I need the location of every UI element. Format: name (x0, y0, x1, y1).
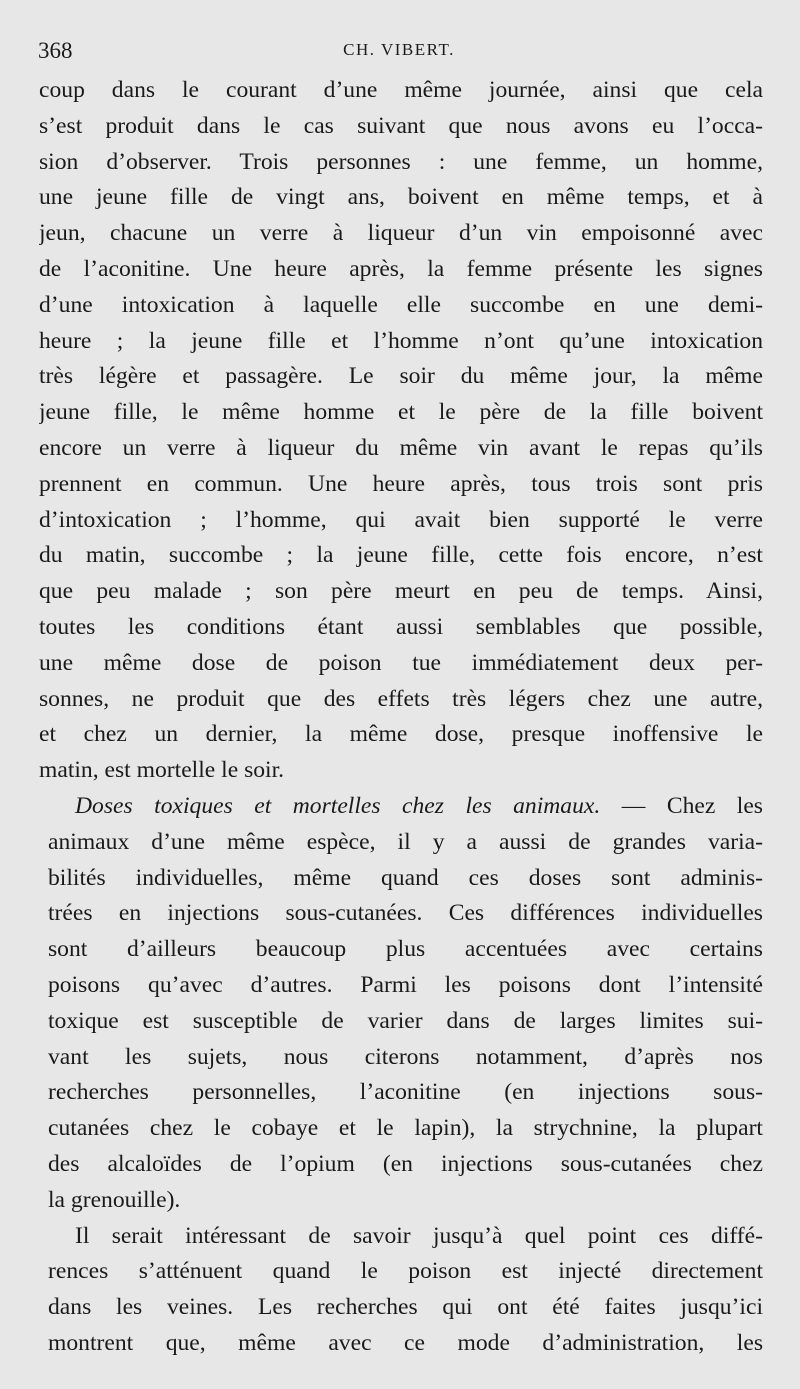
text-line: poisons qu’avec d’autres. Parmi les poisons dont l’intensité (48, 971, 763, 998)
text-line: une jeune fille de vingt ans, boivent en même temps, et à (39, 184, 763, 211)
text-line: coup dans le courant d’une même journée, ainsi que cela (39, 77, 763, 103)
text-line: encore un verre à liqueur du même vin avant le repas qu’ils (39, 434, 763, 461)
page-number: 368 (38, 38, 73, 63)
text-line: sion d’observer. Trois personnes : une femme, un homme, (39, 148, 763, 175)
paragraph-1 (39, 73, 763, 789)
page-header (38, 38, 760, 68)
text-line: d’intoxication ; l’homme, qui avait bien supporté le verre (39, 506, 763, 533)
text-line: matin, est mortelle le soir. (39, 757, 285, 784)
text-line: jeun, chacune un verre à liqueur d’un vin empoisonné avec (39, 220, 763, 247)
text-line: prennent en commun. Une heure après, tous trois sont pris (39, 470, 763, 497)
text-line: très légère et passagère. Le soir du même jour, la même (39, 363, 763, 390)
text-line: des alcaloïdes de l’opium (en injections sous-cutanées chez (48, 1150, 763, 1177)
text-line: Il serait intéressant de savoir jusqu’à quel point ces diffé- (75, 1222, 763, 1249)
text-line: trées en injections sous-cutanées. Ces différences individuelles (48, 900, 763, 927)
paragraph-2 (39, 789, 763, 1219)
text-line: et chez un dernier, la même dose, presque inoffensive le (39, 721, 763, 748)
paragraph-3 (39, 1219, 763, 1362)
text-line: montrent que, même avec ce mode d’administration, les (48, 1329, 763, 1356)
text-line: sonnes, ne produit que des effets très légers chez une autre, (39, 685, 763, 712)
text-line: la grenouille). (48, 1186, 181, 1213)
body-text (39, 73, 763, 1362)
text-span: — Chez les (600, 792, 763, 819)
text-line: rences s’atténuent quand le poison est injecté directement (48, 1258, 763, 1285)
text-line: recherches personnelles, l’aconitine (en injections sous- (48, 1079, 763, 1106)
text-line: toxique est susceptible de varier dans de larges limites sui- (48, 1007, 763, 1034)
text-line (39, 789, 763, 825)
section-heading: Doses toxiques et mortelles chez les animaux. (75, 792, 601, 819)
text-line: jeune fille, le même homme et le père de la fille boivent (39, 399, 763, 426)
text-line: de l’aconitine. Une heure après, la femme présente les signes (39, 255, 763, 282)
running-head: CH. VIBERT. (343, 40, 455, 59)
text-line: animaux d’une même espèce, il y a aussi de grandes varia- (48, 828, 763, 855)
text-line: une même dose de poison tue immédiatement deux per- (39, 649, 763, 676)
text-line: sont d’ailleurs beaucoup plus accentuées avec certains (48, 936, 763, 963)
text-line: vant les sujets, nous citerons notamment, d’après nos (48, 1043, 763, 1070)
text-line: d’une intoxication à laquelle elle succombe en une demi- (39, 291, 763, 318)
text-line: dans les veines. Les recherches qui ont été faites jusqu’ici (48, 1294, 763, 1321)
text-line: cutanées chez le cobaye et le lapin), la strychnine, la plupart (48, 1115, 763, 1142)
text-line: heure ; la jeune fille et l’homme n’ont qu’une intoxication (39, 327, 763, 354)
text-line: du matin, succombe ; la jeune fille, cette fois encore, n’est (39, 542, 763, 569)
text-line: bilités individuelles, même quand ces doses sont adminis- (48, 864, 763, 891)
text-line: toutes les conditions étant aussi semblables que possible, (39, 613, 763, 640)
text-line: s’est produit dans le cas suivant que nous avons eu l’occa- (39, 112, 763, 139)
text-line: que peu malade ; son père meurt en peu de temps. Ainsi, (39, 578, 763, 605)
